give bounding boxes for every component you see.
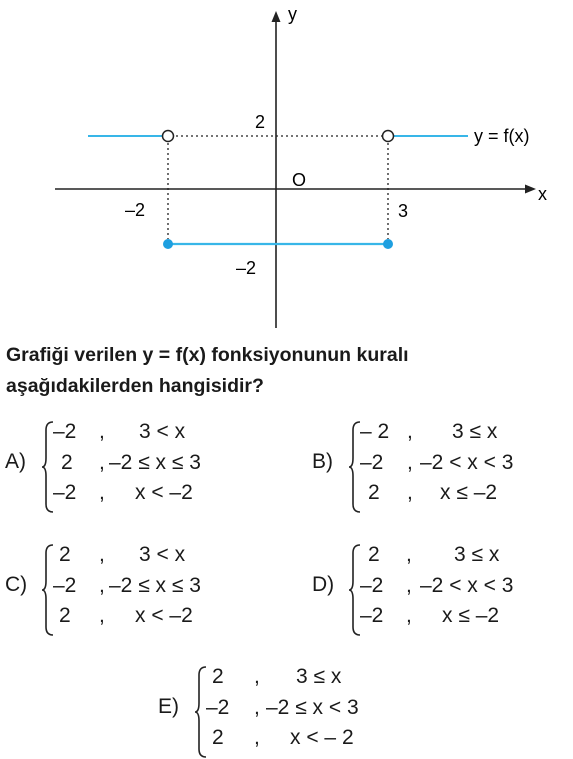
piece-separator: , [254,696,260,719]
piece-condition: –2 ≤ x < 3 [266,696,359,719]
tick-y-pos-label: 2 [255,112,266,132]
piece-separator: , [99,543,105,566]
closed-point-right [383,239,393,249]
piece-condition: x < – 2 [290,726,354,749]
option-letter: E) [158,695,179,718]
origin-label: O [292,170,307,190]
piece-condition: 3 < x [139,420,186,443]
x-axis-arrow [525,185,536,194]
piece-separator: , [254,665,260,688]
piece-separator: , [406,574,412,597]
piece-value: 2 [59,543,71,566]
option-letter: A) [5,450,26,473]
option-letter: C) [5,573,28,596]
piece-condition: x < –2 [135,604,193,627]
tick-x-pos-label: 3 [398,201,409,221]
piece-value: –2 [360,451,384,474]
piece-condition: 3 ≤ x [454,543,500,566]
piece-value: 2 [61,451,73,474]
piece-condition: 3 ≤ x [452,420,498,443]
piece-value: –2 [360,604,384,627]
piece-value: –2 [53,420,77,443]
y-axis-arrow [272,11,281,22]
piece-condition: 3 < x [139,543,186,566]
closed-point-left [163,239,173,249]
piece-separator: , [407,420,413,443]
option-letter: B) [312,450,333,473]
piece-value: 2 [212,726,224,749]
function-label: y = f(x) [474,126,530,146]
piece-value: –2 [360,574,384,597]
piece-separator: , [99,420,105,443]
piece-condition: x < –2 [135,481,193,504]
piece-value: – 2 [360,420,390,443]
piece-value: –2 [53,574,77,597]
piece-value: 2 [212,665,224,688]
y-axis-label: y [288,4,297,24]
tick-x-neg-label: –2 [125,200,146,220]
piece-condition: 3 ≤ x [296,665,342,688]
piece-value: 2 [368,481,380,504]
piece-value: 2 [368,543,380,566]
piece-condition: –2 ≤ x ≤ 3 [109,451,201,474]
question-text [6,340,566,402]
piece-separator: , [99,451,105,474]
piece-condition: –2 < x < 3 [420,451,514,474]
option-letter: D) [312,573,335,596]
tick-y-neg-label: –2 [236,258,257,278]
piece-separator: , [99,604,105,627]
open-point-left [163,131,174,142]
piece-condition: x ≤ –2 [442,604,500,627]
piece-condition: –2 ≤ x ≤ 3 [109,574,201,597]
open-point-right [383,131,394,142]
function-graph [0,0,573,335]
piece-value: 2 [59,604,71,627]
piece-condition: x ≤ –2 [440,481,498,504]
piece-separator: , [406,604,412,627]
piece-separator: , [99,481,105,504]
piece-separator: , [407,451,413,474]
piece-separator: , [406,543,412,566]
piece-separator: , [99,574,105,597]
question-line-2: aşağıdakilerden hangisidir? [6,375,264,397]
piece-value: –2 [206,696,230,719]
piece-separator: , [407,481,413,504]
x-axis-label: x [538,184,547,204]
piece-separator: , [254,726,260,749]
piece-condition: –2 < x < 3 [420,574,514,597]
piece-value: –2 [53,481,77,504]
question-line-1: Grafiği verilen y = f(x) fonksiyonunun kuralı [6,344,409,366]
